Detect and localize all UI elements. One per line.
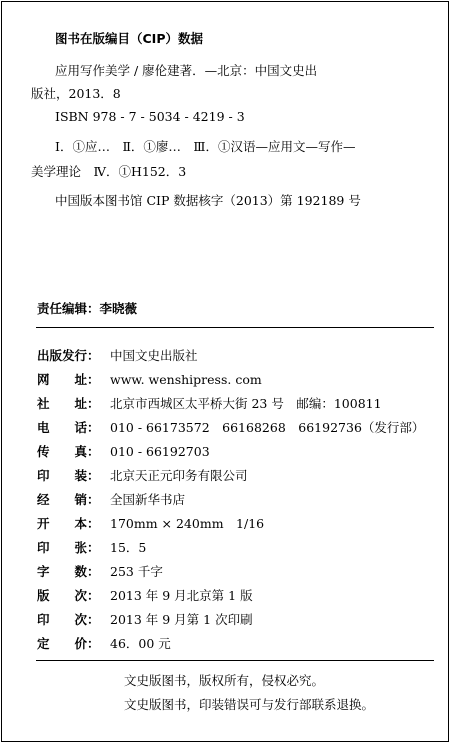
info-label: 经 销： (37, 492, 100, 507)
cip-classification-line-2: 美学理论 Ⅳ．①H152．3 (31, 164, 187, 179)
info-value-distributor: 全国新华书店 (110, 492, 186, 507)
info-value-phone: 010 - 66173572 66168268 66192736（发行部） (110, 420, 425, 435)
info-value-fax: 010 - 66192703 (110, 444, 210, 459)
info-label: 字 数： (37, 564, 100, 579)
info-value-sheets: 15．5 (110, 540, 147, 555)
info-value-price: 46．00 元 (110, 636, 171, 651)
info-label: 电 话： (37, 420, 100, 435)
cip-title-line-2: 版社，2013．8 (31, 86, 121, 101)
info-value-address: 北京市西城区太平桥大街 23 号 邮编：100811 (110, 396, 382, 411)
info-value-publisher: 中国文史出版社 (110, 348, 198, 363)
divider-bottom (36, 660, 434, 661)
info-label: 版 次： (37, 588, 100, 603)
cip-verification-number: 中国版本图书馆 CIP 数据核字（2013）第 192189 号 (55, 193, 361, 208)
info-label: 定 价： (37, 636, 100, 651)
cip-isbn: ISBN 978 - 7 - 5034 - 4219 - 3 (55, 109, 245, 124)
cip-heading: 图书在版编目（CIP）数据 (55, 31, 203, 46)
editor-name: 李晓薇 (99, 301, 138, 316)
editor-line (37, 302, 137, 316)
info-label: 传 真： (37, 444, 100, 459)
info-label: 社 址： (37, 396, 100, 411)
info-label: 印 张： (37, 540, 100, 555)
info-label: 印 装： (37, 468, 100, 483)
info-value-word-count: 253 千字 (110, 564, 163, 579)
footer-returns: 文史版图书，印装错误可与发行部联系退换。 (124, 697, 375, 712)
info-label: 网 址： (37, 372, 100, 387)
divider-top (36, 327, 434, 328)
info-label: 开 本： (37, 516, 100, 531)
info-value-edition: 2013 年 9 月北京第 1 版 (110, 588, 253, 603)
info-value-printer: 北京天正元印务有限公司 (110, 468, 248, 483)
cip-title-line-1: 应用写作美学 / 廖伦建著．—北京：中国文史出 (55, 63, 318, 78)
info-value-website: www. wenshipress. com (110, 372, 262, 387)
info-value-printing: 2013 年 9 月第 1 次印刷 (110, 612, 253, 627)
cip-classification-line-1: Ⅰ．①应… Ⅱ．①廖… Ⅲ．①汉语—应用文—写作— (55, 139, 356, 154)
info-value-format: 170mm × 240mm 1/16 (110, 516, 265, 531)
editor-label: 责任编辑： (37, 301, 100, 316)
info-label: 出版发行： (37, 348, 100, 363)
info-label: 印 次： (37, 612, 100, 627)
footer-copyright: 文史版图书，版权所有，侵权必究。 (124, 673, 325, 688)
